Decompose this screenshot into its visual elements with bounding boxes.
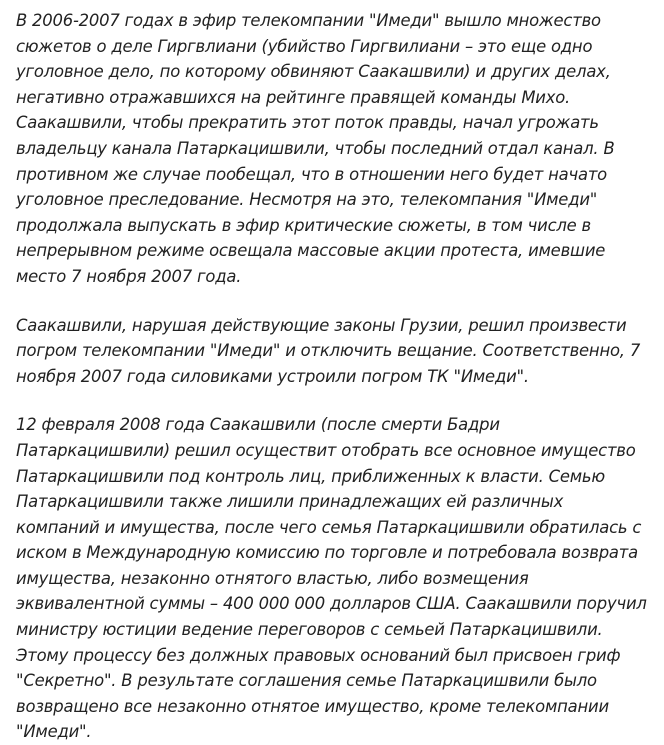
paragraph-imedi-broadcasts: В 2006-2007 годах в эфир телекомпании "Имеди" вышло множество сюжетов о деле Гиргвлиани (убийство Гиргвилиани – это еще одно уголовное дело, по которому обвиняют Саакашвили) и других делах, негативно отражавшихся на рейтинге правящей команды Михо. Саакашвили, чтобы прекратить этот поток правды, начал угрожать владельцу канала Патаркацишвили, чтобы последний отдал канал. В противном же случае пообещал, что в отношении него будет начато уголовное преследование. Несмотря на это, телекомпания "Имеди" продолжала выпускать в эфир критические сюжеты, в том числе в непрерывном режиме освещала массовые акции протеста, имевшие место 7 ноября 2007 года. xyxy=(16,11,615,286)
paragraph-patarkatsishvili-assets: 12 февраля 2008 года Саакашвили (после смерти Бадри Патаркацишвили) решил осуществит отобрать все основное имущество Патаркацишвили под контроль лиц, приближенных к власти. Семью Патаркацишвили также лишили принадлежащих ей различных компаний и имущества, после чего семья Патаркацишвили обратилась с иском в Международную комиссию по торговле и потребовала возврата имущества, незаконно отнятого властью, либо возмещения эквивалентной суммы – 400 000 000 долларов США. Саакашвили поручил министру юстиции ведение переговоров с семьей Патаркацишвили. Этому процессу без должных правовых оснований был присвоен гриф "Секретно". В результате соглашения семье Патаркацишвили было возвращено все незаконно отнятое имущество, кроме телекомпании "Имеди". xyxy=(16,415,647,742)
paragraph-imedi-raid: Саакашвили, нарушая действующие законы Грузии, решил произвести погром телекомпании "Имеди" и отключить вещание. Соответственно, 7 ноября 2007 года силовиками устроили погром ТК "Имеди". xyxy=(16,315,641,386)
